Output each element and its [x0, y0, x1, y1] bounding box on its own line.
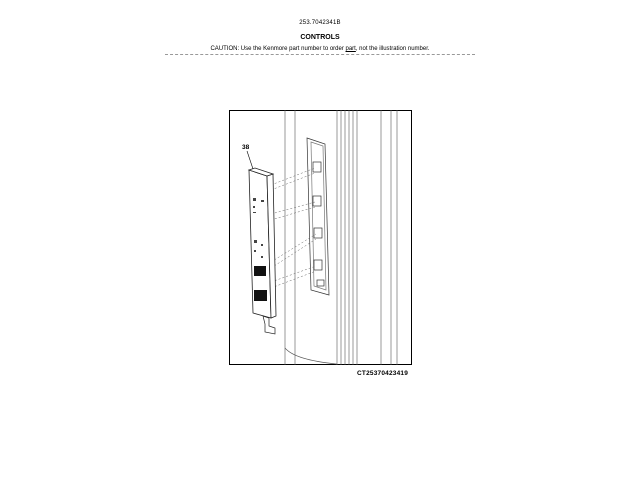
model-number: 253.7042341B — [299, 20, 341, 26]
caution-text-start: CAUTION: Use the Kenmore part number to order — [210, 46, 346, 52]
caution-text-end: , not the illustration number. — [355, 46, 430, 52]
caution-note — [0, 46, 640, 52]
section-title: CONTROLS — [300, 34, 340, 41]
illustration-id: CT25370423419 — [357, 370, 409, 377]
header-divider — [165, 54, 475, 55]
callout-38: 38 — [242, 144, 250, 151]
callout-leader-line — [247, 151, 253, 169]
exploded-parts-diagram — [229, 110, 412, 365]
mounting-bracket — [307, 138, 329, 295]
caution-part-link[interactable]: part — [345, 46, 356, 52]
door-frame-lines — [285, 110, 397, 365]
control-panel-part — [249, 168, 276, 334]
